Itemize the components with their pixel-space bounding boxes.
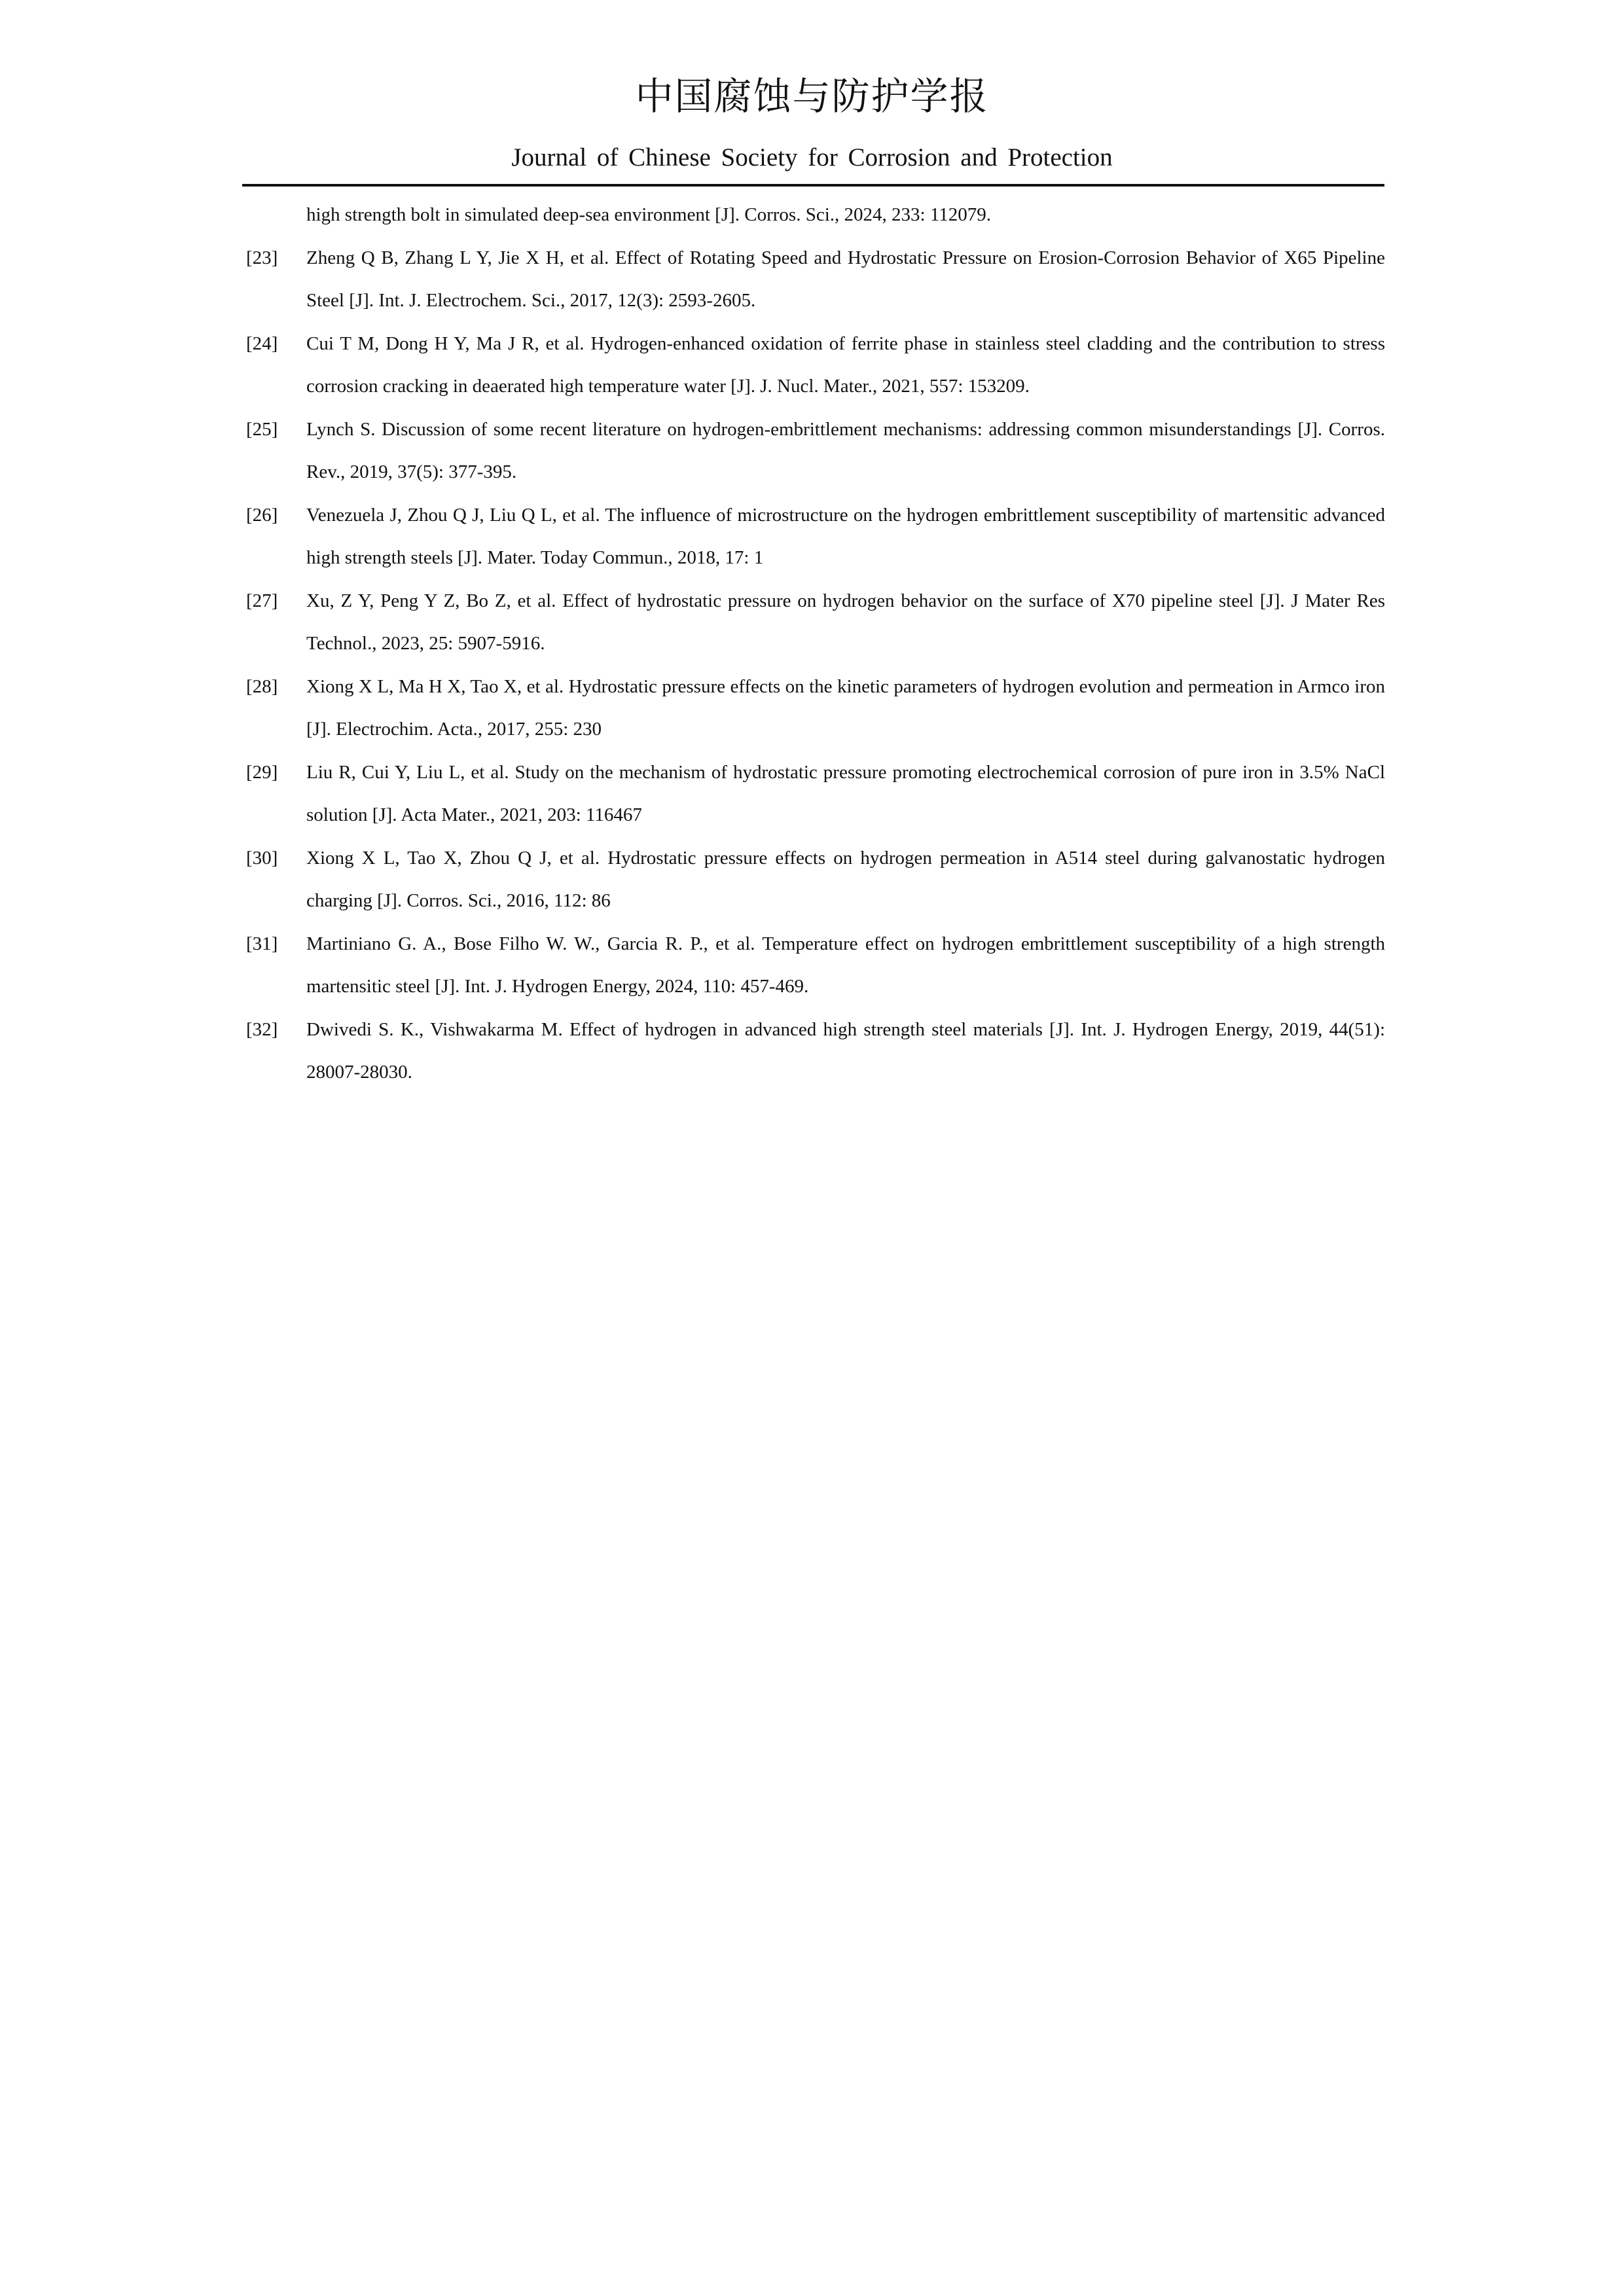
reference-number: [25] xyxy=(246,418,278,440)
reference-number: [31] xyxy=(246,933,278,954)
reference-31 xyxy=(246,923,1385,1009)
reference-32 xyxy=(246,1009,1385,1094)
reference-29 xyxy=(246,751,1385,837)
reference-text: Venezuela J, Zhou Q J, Liu Q L, et al. The influence of microstructure on the hydrogen embrittlement susceptibility of martensitic advanced high strength steels [J]. Mater. Today Commun., 2018, 17: 1 xyxy=(306,504,1385,568)
reference-text: Zheng Q B, Zhang L Y, Jie X H, et al. Effect of Rotating Speed and Hydrostatic Pressure on Erosion-Corrosion Behavior of X65 Pipeline Steel [J]. Int. J. Electrochem. Sci., 2017, 12(3): 2593-2605. xyxy=(306,247,1385,311)
reference-number: [30] xyxy=(246,847,278,869)
reference-text: Liu R, Cui Y, Liu L, et al. Study on the mechanism of hydrostatic pressure promoting electrochemical corrosion of pure iron in 3.5% NaCl solution [J]. Acta Mater., 2021, 203: 116467 xyxy=(306,761,1385,825)
reference-number: [26] xyxy=(246,504,278,526)
reference-26 xyxy=(246,494,1385,580)
header-divider xyxy=(242,184,1384,187)
reference-28 xyxy=(246,666,1385,751)
reference-number: [23] xyxy=(246,247,278,268)
reference-number: [29] xyxy=(246,761,278,783)
reference-text: Xiong X L, Ma H X, Tao X, et al. Hydrostatic pressure effects on the kinetic parameters of hydrogen evolution and permeation in Armco iron [J]. Electrochim. Acta., 2017, 255: 230 xyxy=(306,675,1385,740)
reference-text: Martiniano G. A., Bose Filho W. W., Garcia R. P., et al. Temperature effect on hydrogen embrittlement susceptibility of a high strength martensitic steel [J]. Int. J. Hydrogen Energy, 2024, 110: 457-469. xyxy=(306,933,1385,997)
reference-25 xyxy=(246,408,1385,494)
reference-27 xyxy=(246,580,1385,666)
journal-title-chinese: 中国腐蚀与防护学报 xyxy=(635,74,989,118)
reference-number: [32] xyxy=(246,1018,278,1040)
reference-number: [27] xyxy=(246,590,278,611)
reference-24 xyxy=(246,323,1385,408)
reference-23 xyxy=(246,237,1385,323)
reference-continued xyxy=(246,194,1385,237)
reference-number: [24] xyxy=(246,332,278,354)
reference-text: Dwivedi S. K., Vishwakarma M. Effect of hydrogen in advanced high strength steel materials [J]. Int. J. Hydrogen Energy, 2019, 44(51): 28007-28030. xyxy=(306,1018,1385,1083)
reference-text: Lynch S. Discussion of some recent literature on hydrogen-embrittlement mechanisms: addressing common misunderstandings [J]. Corros. Rev., 2019, 37(5): 377-395. xyxy=(306,418,1385,482)
reference-text: high strength bolt in simulated deep-sea environment [J]. Corros. Sci., 2024, 233: 112079. xyxy=(306,204,991,225)
reference-text: Xu, Z Y, Peng Y Z, Bo Z, et al. Effect of hydrostatic pressure on hydrogen behavior on the surface of X70 pipeline steel [J]. J Mater Res Technol., 2023, 25: 5907-5916. xyxy=(306,590,1385,654)
reference-30 xyxy=(246,837,1385,923)
reference-number: [28] xyxy=(246,675,278,697)
reference-text: Cui T M, Dong H Y, Ma J R, et al. Hydrogen-enhanced oxidation of ferrite phase in stainless steel cladding and the contribution to stress corrosion cracking in deaerated high temperature water [J]. J. Nucl. Mater., 2021, 557: 153209. xyxy=(306,332,1385,397)
reference-text: Xiong X L, Tao X, Zhou Q J, et al. Hydrostatic pressure effects on hydrogen permeation in A514 steel during galvanostatic hydrogen charging [J]. Corros. Sci., 2016, 112: 86 xyxy=(306,847,1385,911)
reference-list xyxy=(246,194,1385,1094)
journal-title-english: Journal of Chinese Society for Corrosion and Protection xyxy=(511,143,1113,171)
